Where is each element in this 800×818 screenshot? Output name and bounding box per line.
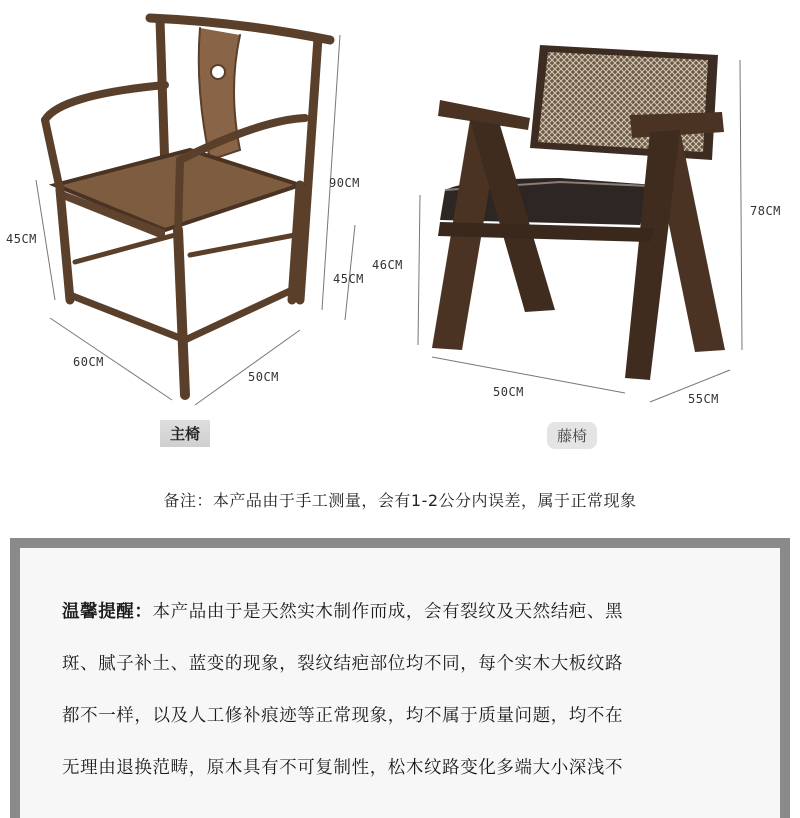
reminder-line: 斑、腻子补土、蓝变的现象，裂纹结疤部位均不同，每个实木大板纹路	[62, 654, 624, 674]
rattan-chair-height-label: 78CM	[750, 204, 781, 218]
rattan-chair-drawing	[432, 45, 725, 380]
reminder-title: 温馨提醒：	[62, 602, 153, 622]
reminder-text	[62, 586, 762, 794]
reminder-line: 无理由退换范畴，原木具有不可复制性，松木纹路变化多端大小深浅不	[62, 758, 624, 778]
main-chair-width-label: 50CM	[248, 370, 279, 384]
main-chair-height-label: 90CM	[329, 176, 360, 190]
reminder-line	[62, 586, 762, 638]
reminder-line-1-text: 本产品由于是天然实木制作而成，会有裂纹及天然结疤、黑	[152, 602, 624, 622]
rattan-chair-depth-label: 55CM	[688, 392, 719, 406]
rattan-chair-seat-height-label: 46CM	[372, 258, 403, 272]
rattan-chair-tag: 藤椅	[547, 422, 597, 449]
main-chair-seat-height-right-label: 45CM	[333, 272, 364, 286]
reminder-line: 都不一样，以及人工修补痕迹等正常现象，均不属于质量问题，均不在	[62, 706, 624, 726]
main-chair-seat-height-left-label: 45CM	[6, 232, 37, 246]
main-chair-drawing	[45, 18, 330, 395]
rattan-chair-width-label: 50CM	[493, 385, 524, 399]
main-chair-tag: 主椅	[160, 420, 210, 447]
measurement-note: 备注：本产品由于手工测量，会有1-2公分内误差，属于正常现象	[163, 491, 637, 510]
main-chair-depth-label: 60CM	[73, 355, 104, 369]
